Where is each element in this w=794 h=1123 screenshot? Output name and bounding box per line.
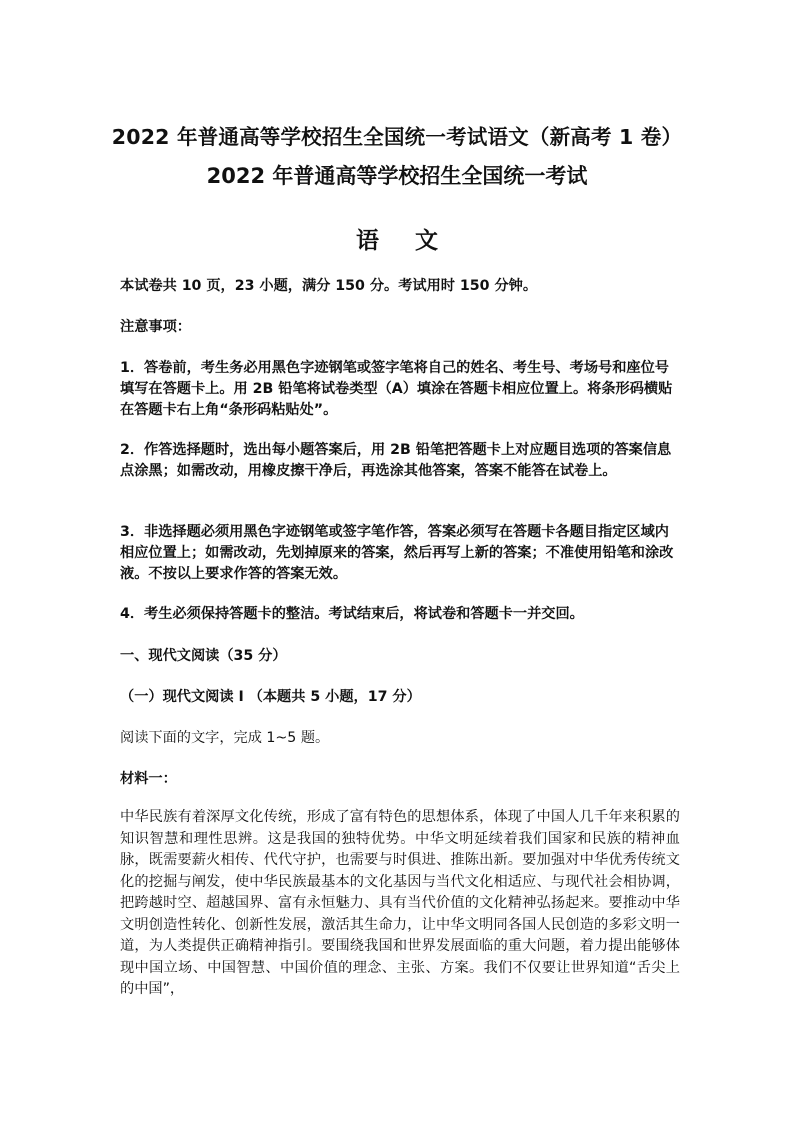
section-heading: 一、现代文阅读（35 分） — [120, 648, 287, 664]
subsection-heading: （一）现代文阅读 I （本题共 5 小题，17 分） — [120, 689, 421, 705]
notice-item: 4．考生必须保持答题卡的整洁。考试结束后，将试卷和答题卡一并交回。 — [120, 606, 584, 622]
reading-instruction: 阅读下面的文字，完成 1~5 题。 — [120, 730, 330, 746]
material-label: 材料一： — [120, 771, 177, 787]
notice-item: 3．非选择题必须用黑色字迹钢笔或签字笔作答，答案必须写在答题卡各题目指定区域内相应位置上；如需改动，先划掉原来的答案，然后再写上新的答案；不准使用铅笔和涂改液。不按以上要求作答的答案无效。 — [120, 524, 674, 582]
notice-item: 1．答卷前，考生务必用黑色字迹钢笔或签字笔将自己的姓名、考生号、考场号和座位号填写在答题卡上。用 2B 铅笔将试卷类型（A）填涂在答题卡相应位置上。将条形码横贴在答题卡右上角“条形码粘贴处”。 — [120, 360, 673, 418]
subject-heading: 语 文 — [355, 227, 452, 254]
notice-item: 2．作答选择题时，选出每小题答案后，用 2B 铅笔把答题卡上对应题目选项的答案信息点涂黑；如需改动，用橡皮擦干净后，再选涂其他答案，答案不能答在试卷上。 — [120, 442, 672, 479]
exam-info: 本试卷共 10 页，23 小题，满分 150 分。考试用时 150 分钟。 — [120, 278, 538, 294]
document-title: 2022 年普通高等学校招生全国统一考试语文（新高考 1 卷） — [111, 125, 683, 149]
document-subtitle: 2022 年普通高等学校招生全国统一考试 — [206, 164, 588, 188]
notice-heading: 注意事项： — [120, 319, 191, 335]
material-paragraph: 中华民族有着深厚文化传统，形成了富有特色的思想体系，体现了中国人几千年来积累的知识智慧和理性思辨。这是我国的独特优势。中华文明延续着我们国家和民族的精神血脉，既需要薪火相传、代代守护，也需要与时俱进、推陈出新。要加强对中华优秀传统文化的挖掘与阐发，使中华民族最基本的文化基因与当代文化相适应、与现代社会相协调，把跨越时空、超越国界、富有永恒魅力、具有当代价值的文化精神弘扬起来。要推动中华文明创造性转化、创新性发展，激活其生命力，让中华文明同各国人民创造的多彩文明一道，为人类提供正确精神指引。要围绕我国和世界发展面临的重大问题，着力提出能够体现中国立场、中国智慧、中国价值的理念、主张、方案。我们不仅要让世界知道“舌尖上的中国”， — [120, 809, 680, 997]
